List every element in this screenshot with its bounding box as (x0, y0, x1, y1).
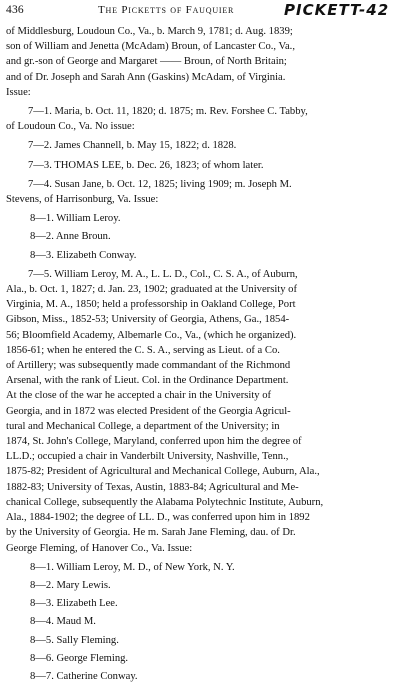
entry-james (6, 138, 391, 153)
text-line: 1882-83; University of Texas, Austin, 1883-84; Agricultural and Me- (6, 481, 299, 493)
list-item: 8—1. William Leroy, M. D., of New York, N. Y. (30, 561, 235, 573)
text-line: Arsenal, with the rank of Lieut. Col. in the Ordinance Department. (6, 375, 289, 387)
list-item: 8—2. Anne Broun. (30, 231, 111, 243)
text-line: by the University of Georgia. He m. Sarah Jane Fleming, dau. of Dr. (6, 527, 296, 539)
text-line: of Artillery; was subsequently made commandant of the Richmond (6, 360, 291, 372)
text-line: Ala., 1884-1902; the degree of LL. D., was conferred upon him in 1892 (6, 512, 310, 524)
list-item: 8—6. George Fleming. (30, 652, 129, 664)
intro-paragraph (6, 24, 391, 100)
text-line: of Loudoun Co., Va. No issue: (6, 121, 135, 133)
running-title: The Picketts of Fauquier (98, 4, 235, 16)
page-body (6, 24, 391, 684)
handwritten-annotation: PICKETT-42 (284, 1, 390, 19)
list-item: 8—3. Elizabeth Conway. (30, 249, 137, 261)
page-number: 436 (6, 4, 24, 16)
list-item: 8—1. William Leroy. (30, 213, 121, 225)
text-line: 1874, St. John's College, Maryland, conferred upon him the degree of (6, 436, 302, 448)
text-line: George Fleming, of Hanover Co., Va. Issue: (6, 542, 193, 554)
william-children-list (6, 560, 391, 684)
text-line: 7—4. Susan Jane, b. Oct. 12, 1825; living 1909; m. Joseph M. (28, 178, 292, 190)
text-line: Virginia, M. A., 1850; held a professorship in Oakland College, Port (6, 299, 296, 311)
text-line: Georgia, and in 1872 was elected President of the Georgia Agricul- (6, 405, 291, 417)
text-line: tural and Mechanical College, a department of the University; in (6, 420, 280, 432)
entry-maria (6, 104, 391, 134)
list-item: 8—7. Catherine Conway. (30, 670, 138, 682)
text-line: 1875-82; President of Agricultural and Mechanical College, Auburn, Ala., (6, 466, 320, 478)
list-item: 8—2. Mary Lewis. (30, 579, 111, 591)
text-line: 7—5. William Leroy, M. A., L. L. D., Col., C. S. A., of Auburn, (28, 268, 298, 280)
list-item: 8—4. Maud M. (30, 616, 96, 628)
entry-susan (6, 177, 391, 207)
text-line: 1856-61; when he entered the C. S. A., serving as Lieut. of a Co. (6, 344, 280, 356)
text-line: and of Dr. Joseph and Sarah Ann (Gaskins) McAdam, of Virginia. (6, 71, 286, 83)
susan-children-list (6, 211, 391, 263)
list-item: 8—5. Sally Fleming. (30, 634, 119, 646)
text-line: Issue: (6, 86, 31, 98)
text-line: of Middlesburg, Loudoun Co., Va., b. March 9, 1781; d. Aug. 1839; (6, 26, 293, 37)
entry-thomas (6, 158, 391, 173)
text-line: son of William and Jenetta (McAdam) Broun, of Lancaster Co., Va., (6, 41, 295, 53)
text-line: Gibson, Miss., 1852-53; University of Georgia, Athens, Ga., 1854- (6, 314, 290, 326)
list-item: 8—3. Elizabeth Lee. (30, 598, 118, 610)
text-line: chanical College, subsequently the Alabama Polytechnic Institute, Auburn, (6, 496, 324, 508)
text-line: Ala., b. Oct. 1, 1827; d. Jan. 23, 1902; graduated at the University of (6, 284, 297, 296)
text-line: At the close of the war he accepted a chair in the University of (6, 390, 272, 402)
text-line: 56; Bloomfield Academy, Albemarle Co., Va., (which he organized). (6, 329, 297, 341)
text-line: LL.D.; occupied a chair in Vanderbilt University, Nashville, Tenn., (6, 451, 289, 463)
text-line: 7—3. THOMAS LEE, b. Dec. 26, 1823; of whom later. (28, 159, 264, 171)
text-line: 7—1. Maria, b. Oct. 11, 1820; d. 1875; m. Rev. Forshee C. Tabby, (28, 106, 308, 118)
text-line: Stevens, of Harrisonburg, Va. Issue: (6, 194, 159, 206)
text-line: and gr.-son of George and Margaret —— Broun, of North Britain; (6, 56, 287, 68)
text-line: 7—2. James Channell, b. May 15, 1822; d. 1828. (28, 140, 237, 152)
entry-william (6, 267, 391, 556)
page-header (6, 3, 394, 21)
